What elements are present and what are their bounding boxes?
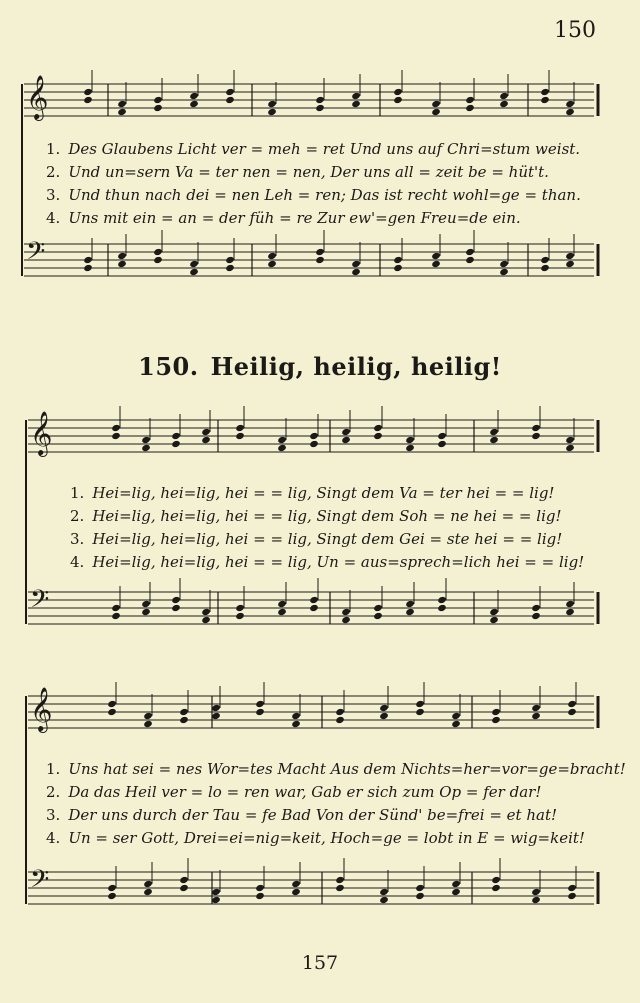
note-head [107, 884, 117, 892]
note-head [211, 712, 221, 720]
treble-clef-icon: 𝄞 [30, 411, 53, 455]
note-head [143, 720, 153, 728]
note-head [451, 888, 461, 896]
lyric-line: 2. Da das Heil ver = lo = ren war, Gab er sich zum Op = fer dar! [46, 783, 542, 801]
note-head [335, 716, 345, 724]
note-head [211, 704, 221, 712]
note-head [255, 700, 265, 708]
lyric-line: 3. Und thun nach dei = nen Leh = ren; Das ist recht wohl=ge = than. [46, 186, 581, 204]
note-head [143, 712, 153, 720]
page-number: 150 [554, 18, 596, 43]
note-head [451, 880, 461, 888]
footer-page-number: 157 [301, 952, 339, 974]
lyric-line: 4. Hei=lig, hei=lig, hei = = lig, Un = aus=sprech=lich hei = = lig! [70, 553, 585, 571]
lyric-line: 2. Hei=lig, hei=lig, hei = = lig, Singt dem Soh = ne hei = = lig! [70, 507, 562, 525]
note-head [291, 720, 301, 728]
note-head [379, 712, 389, 720]
note-head [531, 896, 541, 904]
lyric-line: 3. Hei=lig, hei=lig, hei = = lig, Singt dem Gei = ste hei = = lig! [70, 530, 563, 548]
bass-clef-icon: 𝄢 [30, 865, 50, 900]
lyric-line: 1. Des Glaubens Licht ver = meh = ret Und uns auf Chri=stum weist. [46, 140, 581, 158]
note-head [415, 700, 425, 708]
treble-clef-icon: 𝄞 [30, 687, 53, 731]
note-head [415, 884, 425, 892]
note-head [255, 892, 265, 900]
note-head [255, 708, 265, 716]
note-head [335, 884, 345, 892]
note-head [531, 888, 541, 896]
note-head [379, 704, 389, 712]
note-head [211, 896, 221, 904]
note-head [107, 700, 117, 708]
note-head [335, 708, 345, 716]
lyric-line: 3. Der uns durch der Tau = fe Bad Von der Sünd' be=frei = et hat! [46, 806, 558, 824]
note-head [567, 892, 577, 900]
note-head [143, 880, 153, 888]
note-head [491, 884, 501, 892]
lyric-line: 2. Und un=sern Va = ter nen = nen, Der uns all = zeit be = hüt't. [46, 163, 549, 181]
note-head [379, 896, 389, 904]
note-head [567, 700, 577, 708]
bass-clef-icon: 𝄢 [30, 585, 50, 620]
note-head [211, 888, 221, 896]
note-head [531, 704, 541, 712]
note-head [491, 876, 501, 884]
note-head [107, 892, 117, 900]
note-head [491, 708, 501, 716]
note-head [255, 884, 265, 892]
note-head [335, 876, 345, 884]
note-head [179, 876, 189, 884]
note-head [491, 716, 501, 724]
note-head [179, 884, 189, 892]
lyric-line: 4. Un = ser Gott, Drei=ei=nig=keit, Hoch=ge = lobt in E = wig=keit! [46, 829, 585, 847]
hymn-title: Heilig, heilig, heilig! [210, 352, 502, 381]
lyric-line: 1. Hei=lig, hei=lig, hei = = lig, Singt dem Va = ter hei = = lig! [70, 484, 555, 502]
hymn-number: 150. [138, 352, 199, 381]
note-head [179, 716, 189, 724]
note-head [291, 888, 301, 896]
note-head [179, 708, 189, 716]
note-head [451, 712, 461, 720]
bass-clef-icon: 𝄢 [26, 237, 46, 272]
note-head [291, 712, 301, 720]
note-head [107, 708, 117, 716]
treble-clef-icon: 𝄞 [26, 75, 49, 119]
note-head [415, 708, 425, 716]
note-head [451, 720, 461, 728]
note-head [567, 884, 577, 892]
note-head [567, 708, 577, 716]
note-head [291, 880, 301, 888]
note-head [531, 712, 541, 720]
lyric-line: 1. Uns hat sei = nes Wor=tes Macht Aus dem Nichts=her=vor=ge=bracht! [46, 760, 626, 778]
note-head [143, 888, 153, 896]
lyric-line: 4. Uns mit ein = an = der füh = re Zur ew'=gen Freu=de ein. [46, 209, 521, 227]
note-head [379, 888, 389, 896]
note-head [415, 892, 425, 900]
